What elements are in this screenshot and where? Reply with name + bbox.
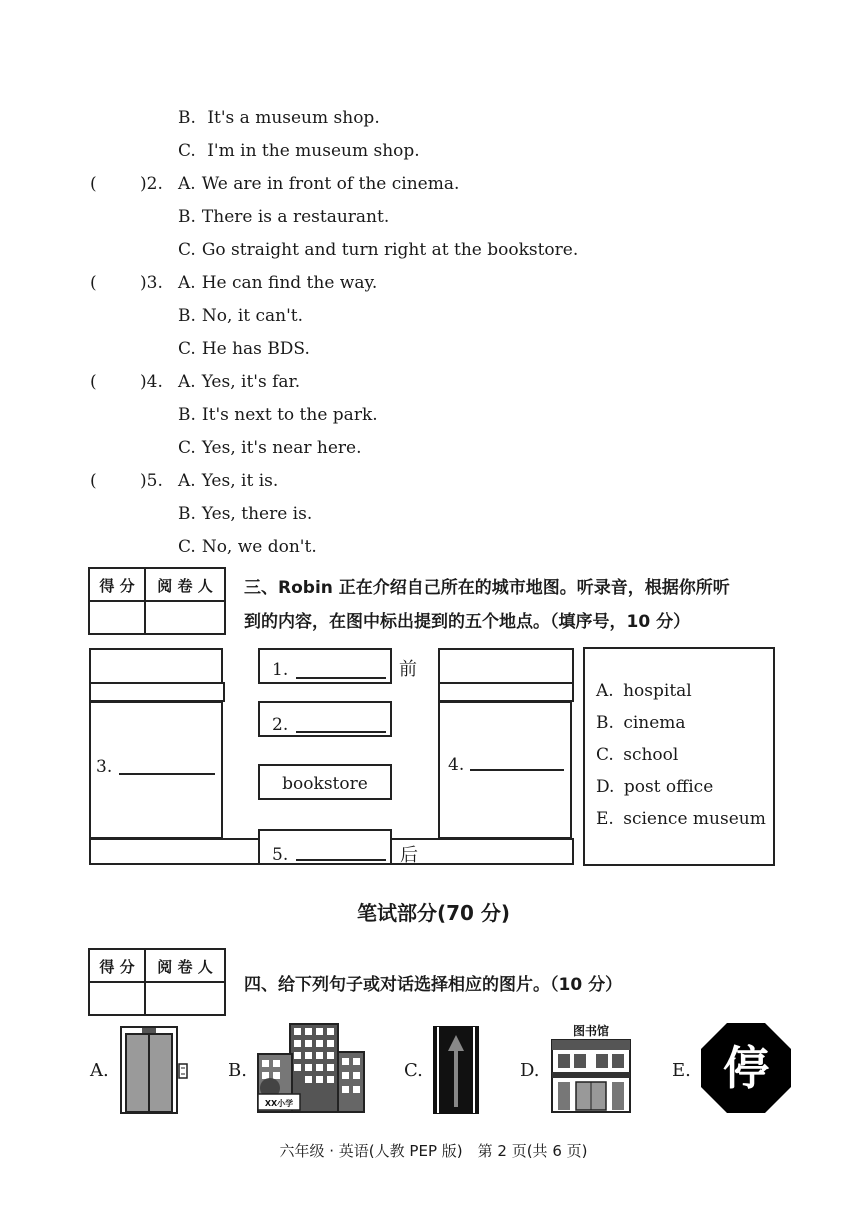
option-line: A. Yes, it is. — [178, 471, 279, 491]
school-buildings-icon — [256, 1022, 366, 1118]
map-bookstore: bookstore — [258, 764, 392, 800]
place-option: B. cinema — [596, 713, 686, 733]
answer-paren[interactable]: ( — [90, 471, 97, 491]
option-line: C. No, we don't. — [178, 537, 317, 557]
option-line: A. He can find the way. — [178, 273, 378, 293]
option-line: C. Go straight and turn right at the bookstore. — [178, 240, 579, 260]
map-slot-3[interactable]: 3. — [89, 701, 223, 839]
option-line: C. I'm in the museum shop. — [178, 141, 420, 161]
option-line: A. Yes, it's far. — [178, 372, 301, 392]
page-footer: 六年级 · 英语(人教 PEP 版) 第 2 页(共 6 页) — [279, 1142, 588, 1160]
front-label: 前 — [399, 659, 417, 680]
option-line: B. There is a restaurant. — [178, 207, 390, 227]
road-arrow-icon — [432, 1025, 480, 1119]
reviewer-label: 阅 卷 人 — [157, 958, 213, 976]
elevator-icon — [120, 1026, 190, 1118]
library-icon — [550, 1022, 632, 1118]
section-3-title-line2: 到的内容，在图中标出提到的五个地点。（填序号，10 分） — [244, 612, 691, 632]
place-option: E. science museum — [596, 809, 766, 829]
question-number: )4. — [140, 372, 163, 392]
picture-label: B. — [228, 1060, 247, 1081]
option-line: A. We are in front of the cinema. — [178, 174, 460, 194]
written-section-header: 笔试部分(70 分) — [356, 901, 511, 925]
stop-sign-text: 停 — [723, 1041, 769, 1095]
reviewer-label: 阅 卷 人 — [157, 577, 213, 595]
score-label: 得 分 — [99, 577, 135, 595]
school-sign-text: XX小学 — [264, 1099, 294, 1108]
score-box — [88, 567, 226, 635]
score-label: 得 分 — [99, 958, 135, 976]
map-block-top-left — [89, 648, 223, 684]
place-option: C. school — [596, 745, 679, 765]
answer-paren[interactable]: ( — [90, 174, 97, 194]
option-line: B. No, it can't. — [178, 306, 304, 326]
library-sign-text: 图书馆 — [572, 1024, 610, 1038]
place-option: A. hospital — [596, 681, 692, 701]
map-slot-4[interactable]: 4. — [438, 701, 572, 839]
section-3-title-line1: 三、Robin 正在介绍自己所在的城市地图。听录音，根据你所听 — [244, 578, 730, 598]
answer-paren[interactable]: ( — [90, 372, 97, 392]
question-number: )2. — [140, 174, 163, 194]
picture-label: E. — [672, 1060, 691, 1081]
map-slot-5[interactable]: 5. — [258, 829, 392, 865]
map-block-top-right — [438, 648, 574, 684]
stop-sign-icon — [700, 1022, 792, 1118]
option-line: C. He has BDS. — [178, 339, 310, 359]
place-option: D. post office — [596, 777, 714, 797]
question-number: )3. — [140, 273, 163, 293]
picture-label: D. — [520, 1060, 540, 1081]
picture-label: C. — [404, 1060, 423, 1081]
map-slot-2[interactable]: 2. — [258, 701, 392, 737]
option-line: B. It's a museum shop. — [178, 108, 380, 128]
score-box — [88, 948, 226, 1016]
option-line: B. It's next to the park. — [178, 405, 378, 425]
place-options-box — [583, 647, 775, 866]
back-label: 后 — [400, 845, 418, 866]
option-line: C. Yes, it's near here. — [178, 438, 362, 458]
answer-paren[interactable]: ( — [90, 273, 97, 293]
question-number: )5. — [140, 471, 163, 491]
option-line: B. Yes, there is. — [178, 504, 313, 524]
section-4-title: 四、给下列句子或对话选择相应的图片。（10 分） — [244, 975, 623, 995]
map-slot-1[interactable]: 1. — [258, 648, 392, 684]
picture-label: A. — [90, 1060, 109, 1081]
